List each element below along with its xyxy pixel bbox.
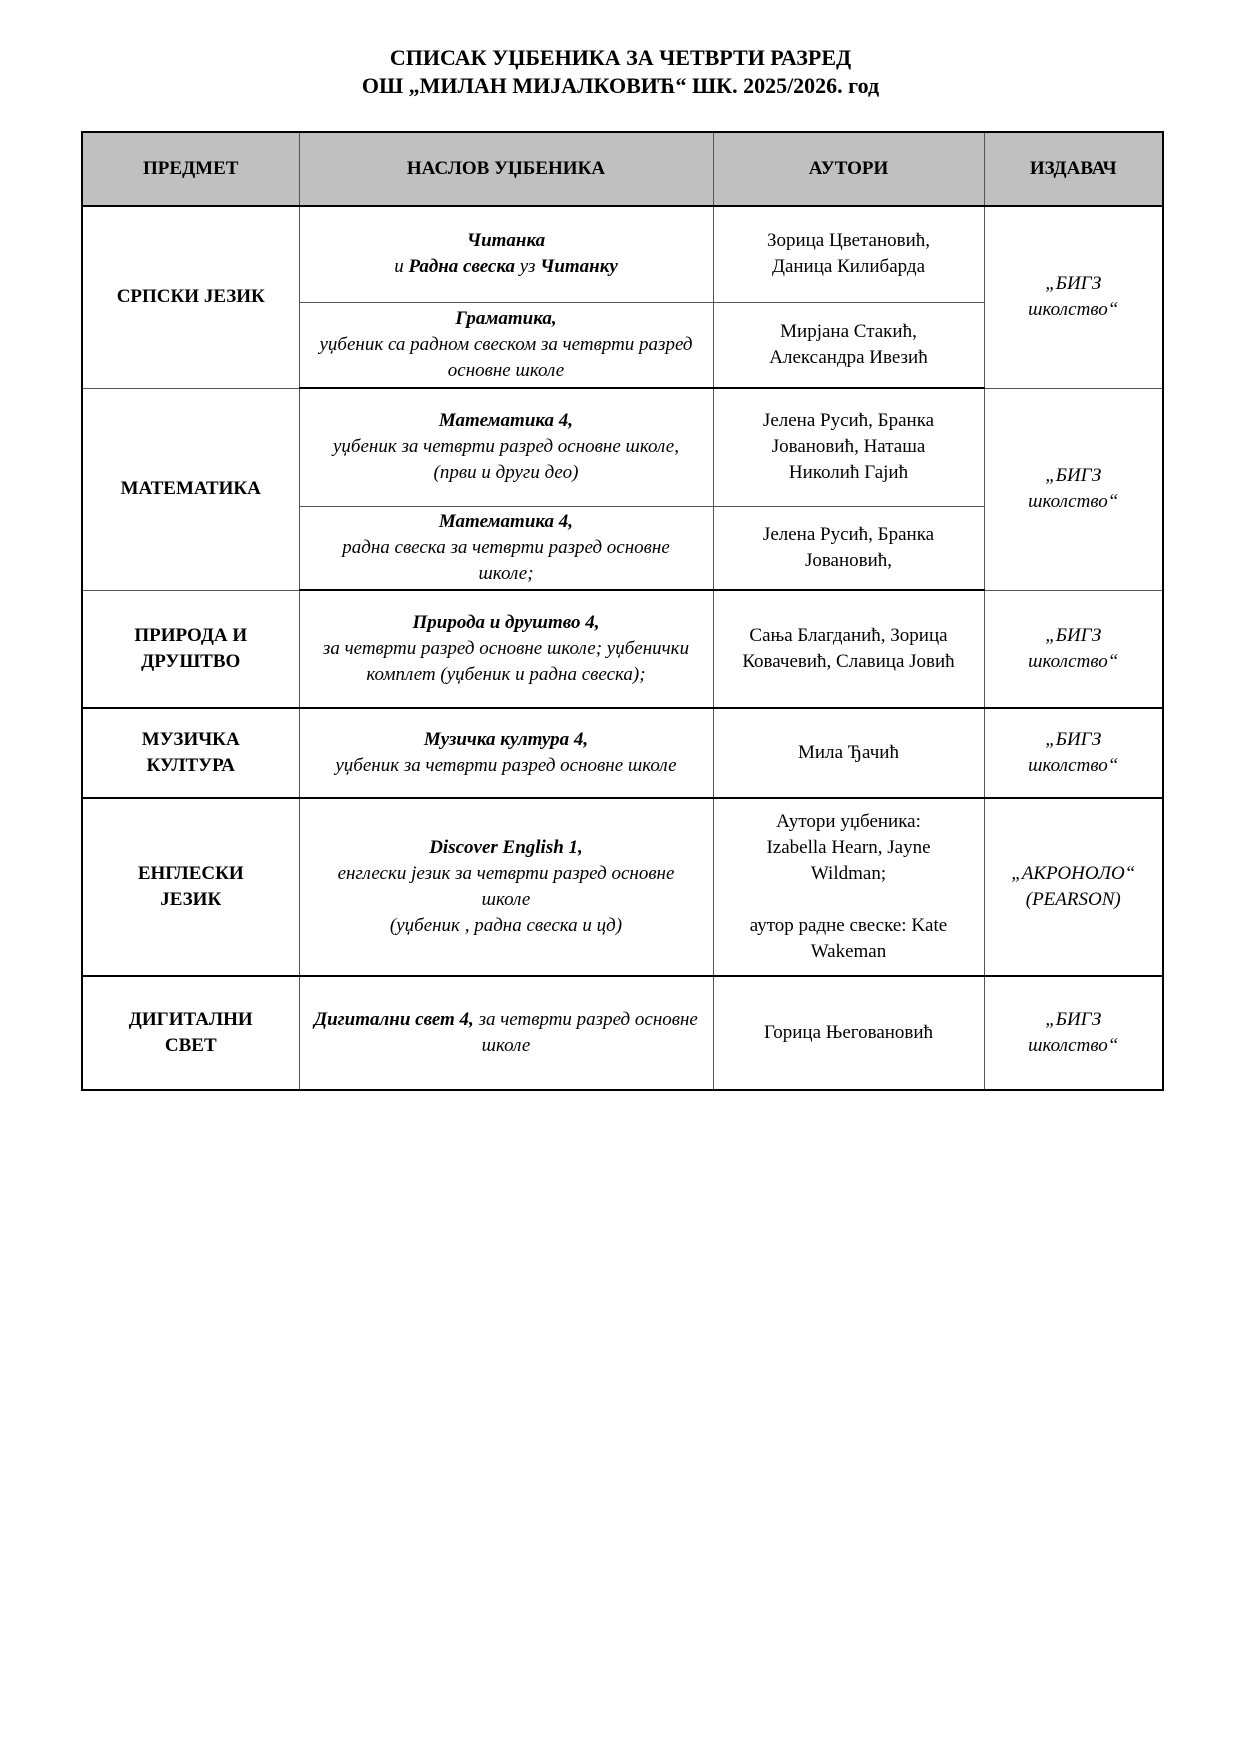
workbook-author: аутор радне свеске: Kate Wakeman	[749, 915, 948, 962]
title-cell	[299, 388, 713, 506]
subject-cell: МУЗИЧКА КУЛТУРА	[82, 708, 299, 798]
table-header-row	[82, 132, 1163, 206]
book-title: Природа и друштво 4,	[412, 612, 600, 633]
book-title: Граматика,	[455, 307, 557, 329]
book-title-line-2	[306, 254, 707, 280]
subject-cell: МАТЕМАТИКА	[82, 388, 299, 590]
title-line-1: СПИСАК УЏБЕНИКА ЗА ЧЕТВРТИ РАЗРЕД	[389, 45, 852, 70]
book-description: за четврти разред основне школе	[478, 1009, 698, 1056]
book-title: Discover English 1,	[429, 837, 583, 858]
title-line-2: ОШ „МИЛАН МИЈАЛКОВИЋ“ ШК. 2025/2026. год	[361, 73, 880, 98]
textbook-authors: Аутори уџбеника: Izabella Hearn, Jayne Wildman;	[766, 811, 931, 884]
title-cell	[299, 708, 713, 798]
authors-cell: Јелена Русић, Бранка Јовановић, Наташа Николић Гајић	[713, 388, 984, 506]
book-title: Музичка култура 4,	[423, 729, 589, 750]
title-cell	[299, 798, 713, 976]
book-title: Дигитални свет 4,	[314, 1009, 474, 1030]
publisher-cell: „БИГЗ школство“	[984, 708, 1163, 798]
authors-cell: Мирјана Стакић, Александра Ивезић	[713, 302, 984, 388]
book-title-workbook: Радна свеска	[408, 256, 516, 278]
book-description: радна свеска за четврти разред основне школе;	[342, 536, 670, 584]
table-row	[82, 798, 1163, 976]
book-title-line	[306, 1007, 707, 1059]
table-row	[82, 206, 1163, 302]
title-cell	[299, 976, 713, 1090]
publisher-cell: „БИГЗ школство“	[984, 388, 1163, 590]
title-preposition: уз	[519, 256, 536, 278]
title-cell	[299, 206, 713, 302]
table-row	[82, 590, 1163, 708]
column-header-authors: АУТОРИ	[713, 132, 984, 206]
subject-cell: ПРИРОДА И ДРУШТВО	[82, 590, 299, 708]
book-description: енглески језик за четврти разред основне школе	[337, 863, 675, 910]
title-cell	[299, 302, 713, 388]
title-cell	[299, 506, 713, 590]
column-header-publisher: ИЗДАВАЧ	[984, 132, 1163, 206]
book-components: (уџбеник , радна свеска и цд)	[389, 915, 623, 936]
table-row	[82, 388, 1163, 506]
textbook-table	[81, 131, 1164, 1091]
document-title	[0, 44, 1241, 100]
book-title: Читанка	[466, 230, 546, 252]
publisher-cell: „АКРОНОЛО“ (PEARSON)	[984, 798, 1163, 976]
authors-cell: Мила Ђачић	[713, 708, 984, 798]
book-title: Математика 4,	[438, 410, 574, 432]
book-description: уџбеник за четврти разред основне школе	[335, 755, 677, 776]
book-title-reader: Читанку	[540, 256, 618, 278]
subject-cell: СРПСКИ ЈЕЗИК	[82, 206, 299, 388]
spacer	[726, 887, 972, 913]
authors-cell: Горица Његовановић	[713, 976, 984, 1090]
book-description: уџбеник са радном свеском за четврти разред основне школе	[319, 333, 693, 381]
book-description: за четврти разред основне школе; уџбенички комплет (уџбеник и радна свеска);	[322, 638, 690, 685]
subject-cell: ДИГИТАЛНИ СВЕТ	[82, 976, 299, 1090]
authors-cell	[713, 798, 984, 976]
table-row	[82, 708, 1163, 798]
publisher-cell: „БИГЗ школство“	[984, 206, 1163, 388]
publisher-cell: „БИГЗ школство“	[984, 590, 1163, 708]
title-conjunction: и	[394, 256, 404, 278]
column-header-subject: ПРЕДМЕТ	[82, 132, 299, 206]
subject-cell: ЕНГЛЕСКИ ЈЕЗИК	[82, 798, 299, 976]
book-description: уџбеник за четврти разред основне школе, (први и други део)	[332, 436, 679, 484]
authors-cell: Сања Благданић, Зорица Ковачевић, Славица Јовић	[713, 590, 984, 708]
title-cell	[299, 590, 713, 708]
authors-cell: Јелена Русић, Бранка Јовановић,	[713, 506, 984, 590]
publisher-cell: „БИГЗ школство“	[984, 976, 1163, 1090]
table-row	[82, 976, 1163, 1090]
book-title: Математика 4,	[438, 510, 574, 532]
authors-cell: Зорица Цветановић, Даница Килибарда	[713, 206, 984, 302]
column-header-title: НАСЛОВ УЏБЕНИКА	[299, 132, 713, 206]
